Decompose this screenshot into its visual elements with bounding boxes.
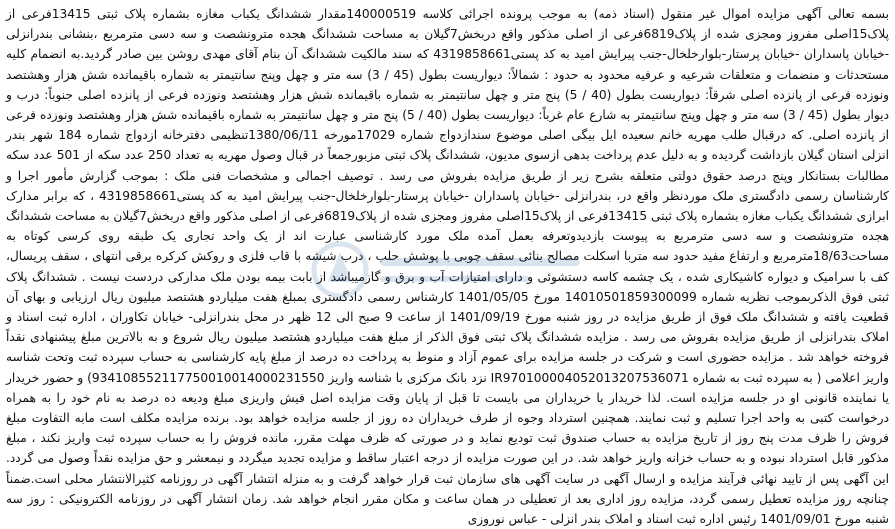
notice-body: بسمه تعالی آگهی مزایده اموال غیر منقول (اسناد ذمه) به موجب پرونده اجرائی کلاسه 140000519مقدار ششدانگ یکباب مغازه بشماره پلاک ثبتی 13415فرعی از پلاک15اصلی مفروز ومجزی شده از پلاک6819فرعی از اصلی مذکور واقع دربخش7گیلان به مساحت ششدانگ هجده مترونشصت و سه دسی مترمربع ،بنشانی بندرانزلی -خیابان پاسداران -خیابان پرستار-بلوارخلخال-جنب پیرایش امید به کد پستی4319858661 که سند مالکیت ششدانگ آن بنام آقای مهدی روشن بین صادر گردید.به انضمام کلیه مستحدثات و منضمات و متعلقات شرعیه و عرفیه محدود به حدود : شمالاً: دیواریست بطول (45 / 3) سه متر و چهل وپنج سانتیمتر به شماره باقیمانده شش هزار وهشتصد ونوزده فرعی از پانزده اصلی شرقاً: دیواریست بطول (40 / 5) پنج متر و چهل سانتیمتر به شماره باقیمانده شش هزار وهشتصد ونوزده فرعی از پانزده اصلی جنوباً: درب و دیوار بطول (45 / 3) سه متر و چهل وپنج سانتیمتر به شارع عام غرباً: دیواریست بطول (40 / 5) پنج متر و چهل سانتیمتر به شماره باقیمانده شش هزار وهشتصد ونوزده فرعی از پانزده اصلی. که درقبال طلب مهریه خانم سعیده ایل بیگی اصلی موضوع سندازدواج شماره 17029مورخه 1380/06/11تنظیمی دفترخانه ازدواج شماره 184 شهر بندر انزلی استان گیلان بازداشت گردیده و به دلیل عدم پرداخت بدهی ازسوی مدیون، ششدانگ پلاک ثبتی مزبورجمعاً در قبال وصول مهریه به تعداد 250 عدد سکه از 501 عدد سکه مطالبات بستانکار وپنج درصد حقوق دولتی متعلقه بشرح زیر از طریق مزایده بفروش می رسد . توصیف اجمالی و مشخصات فنی ملک : بموجب گزارش مأمور اجرا و کارشناسان رسمی دادگستری ملک موردنظر واقع در، بندرانزلی -خیابان پاسداران -خیابان پرستار-بلوارخلخال-جنب پیرایش امید به کد پستی4319858661 ، که برابر مدارک ابرازی ششدانگ یکباب مغازه بشماره پلاک ثبتی 13415فرعی از پلاک15اصلی مفروز ومجزی شده از پلاک6819فرعی از اصلی مذکور واقع دربخش7گیلان به مساحت ششدانگ هجده مترونشصت و سه دسی مترمربع به پیوست بازدیدوتعرفه بعمل آمده ملک مورد کارشناسی عبارت اند از یک واحد تجاری یک طبقه روی کرسی کوتاه به مساحت18/63مترمربع و ارتفاع مفید حدود سه متربا اسکلت مصالح بنائی سقف چوبی با پوشش حلب ، درب شیشه با قاب فلزی و روکش کرکره برقی انتهای ، سقف پریسال، کف با سرامیک و دیواره کاشیکاری شده ، یک چشمه کاسه دستشوئی و دارای امتیازات آب و برق و گازمیباشد از بابت بیمه بودن ملک مدارکی دردست نیست . ششدانگ پلاک ثبتی فوق الذکربموجب نظریه شماره 14010501859300099 مورخ 1401/05/05 کارشناس رسمی دادگستری بمبلغ هفت میلیاردو هشتصد میلیون ریال ارزیابی و بهای آن قطعیت یافته و ششدانگ ملک فوق از طریق مزایده در روز شنبه مورخ 1401/09/19 از ساعت 9 صبح الی 12 ظهر در محل بندرانزلی- خیابان تکاوران ، اداره ثبت اسناد و املاک بندرانزلی از طریق مزایده بفروش می رسد . مزایده ششدانگ پلاک ثبتی فوق الذکر از مبلغ هفت میلیاردو هشتصد میلیون ریال شروع و به بالاترین مبلغ پیشنهادی نقداً فروخته خواهد شد . مزایده حضوری است و شرکت در جلسه مزایده برای عموم آزاد و منوط به پرداخت ده درصد از مبلغ پایه کارشناسی به حساب سپرده ثبت وتحت شناسه واریز اعلامی ( به سپرده ثبت به شماره IR970100004052013207536071 نزد بانک مرکزی با شناسه واریز 934108552117750010014000231550) و حضور خریدار یا نماینده قانونی او در جلسه مزایده است. لذا خریدار یا خریداران می بایست تا قبل از پایان وقت مزایده اصل فیش واریزی مبلغ ودیعه ده درصد به نام خود را به همراه درخواست کتبی به واحد اجرا تسلیم و ثبت نمایند. همچنین استرداد وجوه از طرف خریداران ده روز از جلسه مزایده خواهد بود. برنده مزایده مکلف است مابه التفاوت مبلغ فروش را ظرف مدت پنج روز از تاریخ مزایده به حساب صندوق ثبت تودیع نماید و در صورتی که ظرف مهلت مقرر، مانده فروش را به حساب سپرده ثبت واریز نکند ، مبلغ مذکور قابل استرداد نبوده و به حساب خزانه واریز خواهد شد. در این صورت مزایده از درجه اعتبار ساقط و مزایده تجدید میگردد و نیمعشر و حق مزایده نقداً وصول می گردد. این آگهی پس از تایید نهائی فرآیند مزایده و ارسال آگهی در سایت آگهی های سازمان ثبت قرار خواهد گرفت و به منزله انتشار آگهی در روزنامه کثیرالانتشار محلی است.ضمناً چنانچه روز مزایده تعطیل رسمی گردد، مزایده روز اداری بعد از تعطیلی در همان ساعت و مکان مقرر انجام خواهد شد. زمان انتشار آگهی در روزنامه الکترونیکی : روز سه شنبه مورخ 1401/09/01 رئیس اداره ثبت اسناد و املاک بندر انزلی - عباس نوروزی [6,7,890,527]
